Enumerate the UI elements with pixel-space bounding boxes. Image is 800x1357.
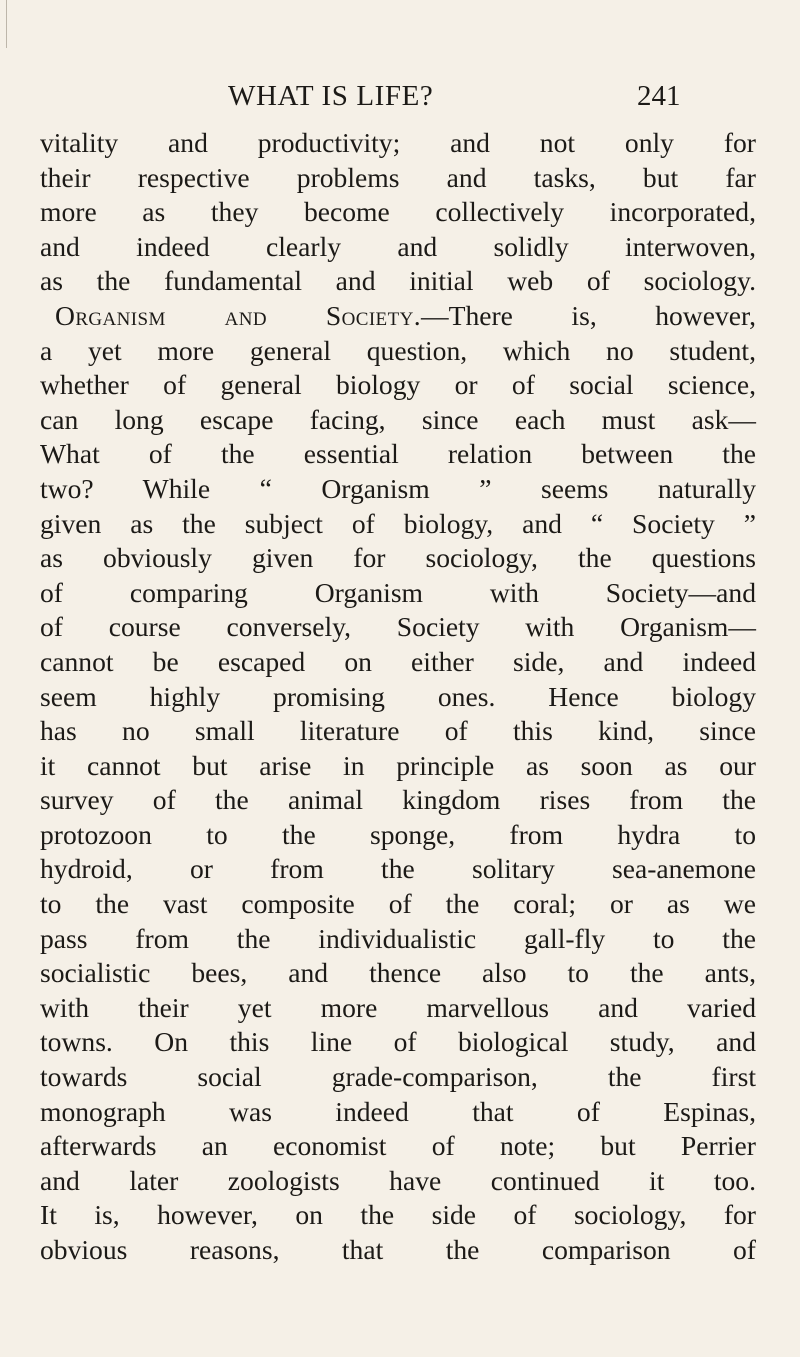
page-number: 241: [637, 80, 681, 112]
text-line: afterwards an economist of note; but Perrier: [40, 1130, 756, 1162]
text-line: with their yet more marvellous and varied: [40, 991, 756, 1023]
section-heading-rest: —There is, however,: [421, 299, 757, 331]
text-line: hydroid, or from the solitary sea-anemone: [40, 853, 756, 885]
text-line: can long escape facing, since each must ask—: [40, 403, 756, 435]
text-line: and later zoologists have continued it too.: [40, 1164, 756, 1196]
text-line: has no small literature of this kind, since: [40, 715, 756, 747]
text-line: a yet more general question, which no student,: [40, 334, 756, 366]
text-line: monograph was indeed that of Espinas,: [40, 1095, 756, 1127]
text-line: vitality and productivity; and not only for: [40, 127, 756, 158]
running-title: WHAT IS LIFE?: [228, 80, 434, 112]
text-line: two? While “ Organism ” seems naturally: [40, 472, 756, 504]
text-line: whether of general biology or of social science,: [40, 369, 756, 401]
text-line: to the vast composite of the coral; or as we: [40, 888, 756, 920]
text-line: cannot be escaped on either side, and indeed: [40, 645, 756, 677]
text-line: survey of the animal kingdom rises from the: [40, 784, 756, 816]
text-line: seem highly promising ones. Hence biology: [40, 680, 756, 712]
body-text: [40, 126, 756, 1268]
page-edge-line: [6, 0, 7, 48]
text-line: it cannot but arise in principle as soon as our: [40, 749, 756, 781]
text-line: as the fundamental and initial web of sociology.: [40, 265, 756, 297]
text-line: towards social grade-comparison, the first: [40, 1061, 756, 1093]
text-line: of course conversely, Society with Organism—: [40, 611, 756, 643]
text-line: protozoon to the sponge, from hydra to: [40, 818, 756, 850]
text-line: socialistic bees, and thence also to the ants,: [40, 957, 756, 989]
text-line: pass from the individualistic gall-fly to the: [40, 922, 756, 954]
text-line: and indeed clearly and solidly interwoven,: [40, 230, 756, 262]
text-line: more as they become collectively incorporated,: [40, 196, 756, 228]
section-heading: Organism and Society.: [55, 299, 421, 331]
text-line: obvious reasons, that the comparison of: [40, 1234, 756, 1265]
text-line: towns. On this line of biological study, and: [40, 1026, 756, 1058]
section-heading-line: [40, 299, 756, 334]
text-line: of comparing Organism with Society—and: [40, 576, 756, 608]
text-line: given as the subject of biology, and “ Society ”: [40, 507, 756, 539]
text-line: It is, however, on the side of sociology, for: [40, 1199, 756, 1231]
text-line: as obviously given for sociology, the questions: [40, 542, 756, 574]
text-line: their respective problems and tasks, but far: [40, 161, 756, 193]
running-head: [0, 76, 800, 116]
text-line: What of the essential relation between the: [40, 438, 756, 470]
